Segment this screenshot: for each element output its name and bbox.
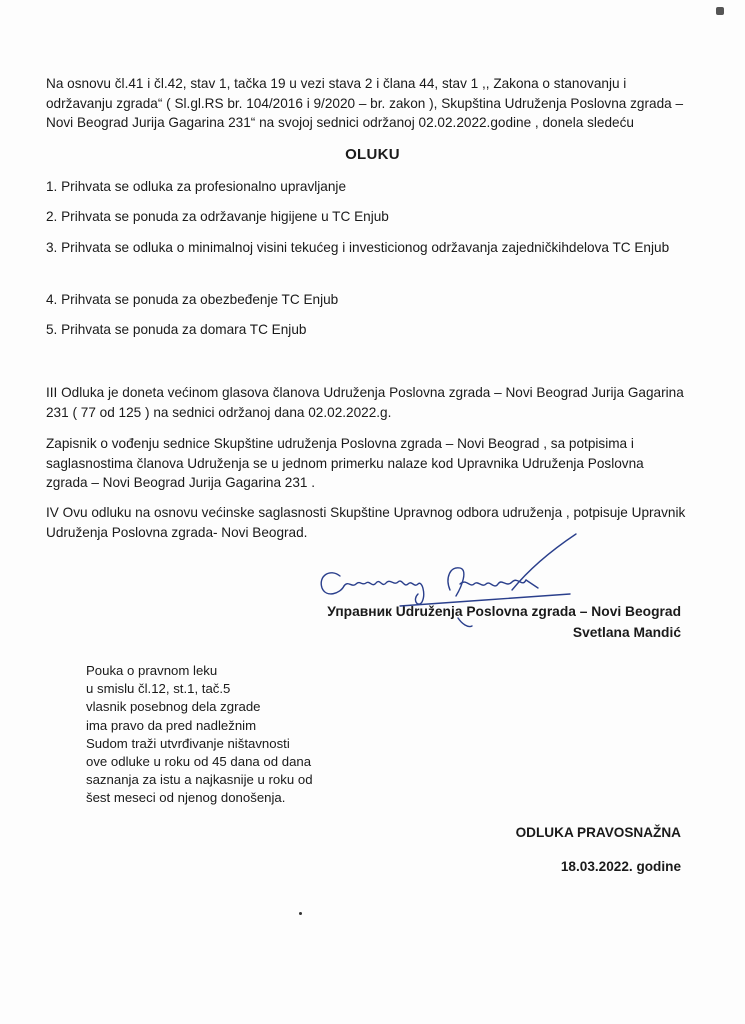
notice-line: Pouka o pravnom leku bbox=[86, 663, 218, 678]
final-date: 18.03.2022. godine bbox=[560, 859, 681, 874]
scan-speck bbox=[299, 912, 302, 915]
scan-mark bbox=[716, 7, 724, 15]
intro-paragraph: Na osnovu čl.41 i čl.42, stav 1, tačka 19 u vezi stava 2 i člana 44, stav 1 ,, Zakona o stanovanju i održavanju zgrada“ ( Sl.gl.RS br. 104/2016 i 9/2020 – br. zakon ), Skupština Udruženja Poslovna zgrada – Novi Beograd Jurija Gagarina 231“ na svojoj sednici održanoj 02.02.2022.godine , donela sledeću bbox=[46, 76, 684, 130]
decision-item-3: 3. Prihvata se odluka o minimalnoj visini tekućeg i investicionog održavanja zajedničkihdelova TC Enjub bbox=[46, 240, 670, 255]
notice-line: Sudom traži utvrđivanje ništavnosti bbox=[86, 735, 290, 751]
notice-line: šest meseci od njenog donošenja. bbox=[86, 790, 286, 806]
decision-item-1: 1. Prihvata se odluka za profesionalno upravljanje bbox=[46, 179, 347, 194]
votes-paragraph: III Odluka je doneta većinom glasova članova Udruženja Poslovna zgrada – Novi Beograd Jurija Gagarina 231 ( 77 od 125 ) na sednici održanoj dana 02.02.2022.g. bbox=[46, 385, 684, 420]
signatory-title: Управник Udruženja Poslovna zgrada – Novi Beograd bbox=[327, 604, 681, 619]
decision-item-5: 5. Prihvata se ponuda za domara TC Enjub bbox=[46, 322, 307, 337]
notice-line: u smislu čl.12, st.1, tač.5 bbox=[86, 681, 231, 697]
document-title: OLUKU bbox=[345, 146, 400, 163]
signatory-block bbox=[327, 601, 681, 643]
decision-item-2: 2. Prihvata se ponuda za održavanje higijene u TC Enjub bbox=[46, 209, 389, 224]
notice-line: saznanja za istu a najkasnije u roku od bbox=[86, 772, 313, 788]
legal-remedy-notice bbox=[86, 662, 366, 808]
final-status: ODLUKA PRAVOSNAŽNA bbox=[515, 825, 681, 840]
minutes-paragraph: Zapisnik o vođenju sednice Skupštine udruženja Poslovna zgrada – Novi Beograd , sa potpisima i saglasnostima članova Udruženja se u jednom primerku nalaze kod Upravnika Udruženja Poslovna zgrada – Novi Beograd Jurija Gagarina 231 . bbox=[46, 436, 644, 490]
signatory-name: Svetlana Mandić bbox=[572, 625, 681, 640]
notice-line: ove odluke u roku od 45 dana od dana bbox=[86, 754, 312, 770]
decision-item-4: 4. Prihvata se ponuda za obezbeđenje TC Enjub bbox=[46, 292, 339, 307]
notice-line: vlasnik posebnog dela zgrade bbox=[86, 699, 261, 715]
signing-paragraph: IV Ovu odluku na osnovu većinske saglasnosti Skupštine Upravnog odbora udruženja , potpisuje Upravnik Udruženja Poslovna zgrada- Novi Beograd. bbox=[46, 505, 686, 540]
notice-line: ima pravo da pred nadležnim bbox=[86, 717, 257, 733]
